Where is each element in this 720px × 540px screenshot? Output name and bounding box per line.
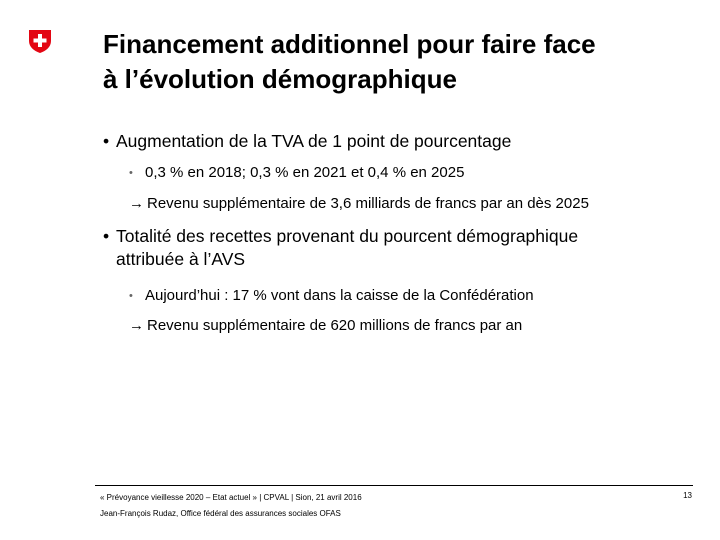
footer-divider	[95, 485, 693, 486]
bullet-item-1-text	[116, 130, 511, 153]
swiss-cross-shield-icon	[27, 28, 53, 54]
result-line-1-text: Revenu supplémentaire de 3,6 milliards de francs par an dès 2025	[147, 195, 589, 212]
bullet-icon: •	[103, 131, 110, 151]
sub-bullet-item-2-text: Aujourd’hui : 17 % vont dans la caisse de la Confédération	[145, 287, 534, 304]
right-arrow-icon: →	[129, 317, 144, 334]
page-title	[103, 27, 703, 97]
bullet-icon: •	[103, 226, 110, 246]
result-line-1	[129, 194, 589, 214]
sub-bullet-icon: •	[129, 290, 133, 302]
bullet-item-2-line-2: attribuée à l’AVS	[116, 249, 246, 269]
sub-bullet-icon: •	[129, 167, 133, 179]
bullet-item-2-line-1: Totalité des recettes provenant du pourcent démographique	[116, 226, 579, 246]
footer-line-1: « Prévoyance vieillesse 2020 – Etat actuel » | CPVAL | Sion, 21 avril 2016	[100, 493, 362, 502]
footer	[100, 490, 362, 522]
right-arrow-icon: →	[129, 195, 144, 212]
page-title-line-1: Financement additionnel pour faire face	[103, 29, 596, 59]
page-title-line-2: à l’évolution démographique	[103, 64, 457, 94]
bullet-item-2-text	[116, 225, 578, 271]
result-line-2-text: Revenu supplémentaire de 620 millions de francs par an	[147, 317, 523, 334]
result-line-2	[129, 316, 522, 336]
sub-bullet-item-1-text: 0,3 % en 2018; 0,3 % en 2021 et 0,4 % en 2025	[145, 164, 465, 181]
bullet-item-1-line-1: Augmentation de la TVA de 1 point de pourcentage	[116, 131, 512, 151]
footer-line-2: Jean-François Rudaz, Office fédéral des assurances sociales OFAS	[100, 509, 341, 518]
page-number: 13	[683, 491, 692, 500]
